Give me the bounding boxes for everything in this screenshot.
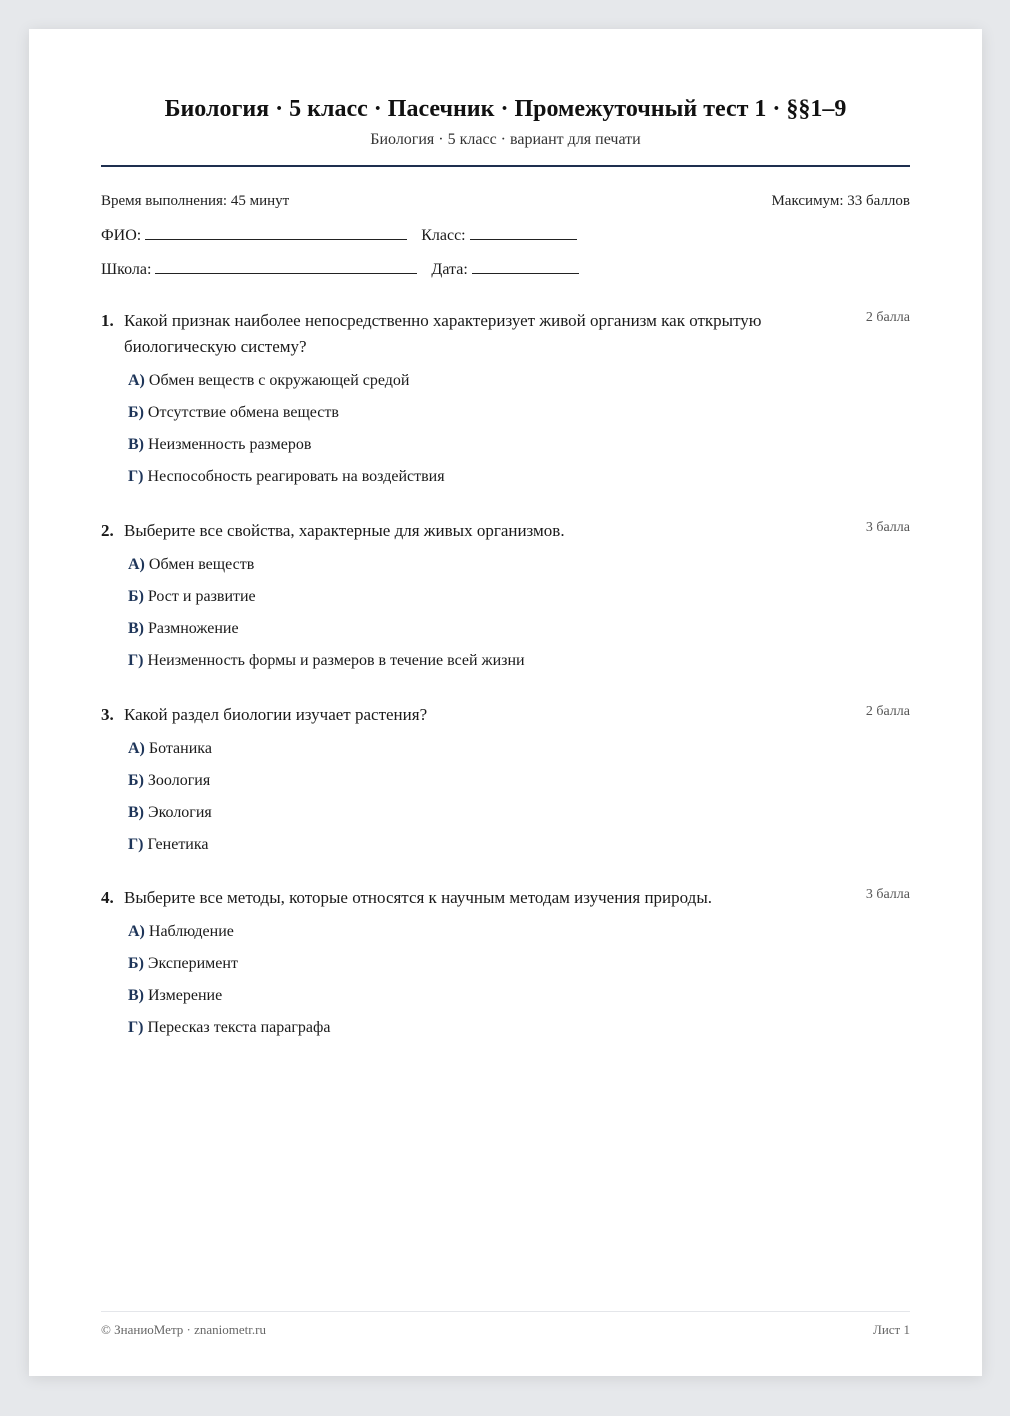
- option-text: Генетика: [147, 836, 209, 853]
- answer-option[interactable]: [128, 402, 910, 434]
- question-text: Какой раздел биологии изучает растения?: [124, 705, 428, 724]
- question-points: 2 балла: [865, 310, 910, 325]
- answer-options: [101, 370, 910, 498]
- question-points: 3 балла: [865, 520, 910, 535]
- option-text: Зоология: [147, 772, 211, 789]
- footer-copyright: © ЗнаниоМетр · znaniometr.ru: [101, 1322, 266, 1337]
- answer-option[interactable]: [128, 770, 910, 802]
- option-letter: В): [128, 436, 144, 453]
- question-text: Выберите все методы, которые относятся к научным методам изучения природы.: [124, 888, 712, 907]
- option-letter: А): [128, 740, 145, 757]
- answer-option[interactable]: [128, 921, 910, 953]
- question: [101, 308, 910, 498]
- date-blank[interactable]: [472, 259, 579, 274]
- fio-blank[interactable]: [145, 225, 407, 240]
- answer-option[interactable]: [128, 1017, 910, 1049]
- answer-option[interactable]: [128, 618, 910, 650]
- answer-option[interactable]: [128, 738, 910, 770]
- option-letter: Б): [128, 772, 144, 789]
- option-text: Эксперимент: [147, 955, 238, 972]
- fio-label: ФИО:: [101, 227, 142, 244]
- option-letter: В): [128, 620, 144, 637]
- option-text: Измерение: [148, 987, 223, 1004]
- question-number: 4.: [101, 888, 114, 907]
- class-label: Класс:: [421, 227, 466, 244]
- school-label: Школа:: [101, 261, 152, 278]
- option-letter: А): [128, 372, 145, 389]
- sheet-content: [101, 29, 910, 1376]
- test-sheet: [29, 29, 982, 1376]
- answer-option[interactable]: [128, 466, 910, 498]
- option-text: Размножение: [148, 620, 239, 637]
- option-letter: А): [128, 556, 145, 573]
- answer-option[interactable]: [128, 434, 910, 466]
- footer-divider: [101, 1311, 910, 1312]
- option-letter: Г): [128, 652, 144, 669]
- answer-option[interactable]: [128, 586, 910, 618]
- answer-options: [101, 554, 910, 682]
- option-letter: Г): [128, 468, 144, 485]
- question-points: 3 балла: [865, 887, 910, 902]
- option-text: Неизменность формы и размеров в течение всей жизни: [147, 652, 525, 669]
- option-letter: Б): [128, 404, 144, 421]
- school-date-row: [101, 259, 579, 280]
- answer-options: [101, 738, 910, 866]
- option-letter: А): [128, 923, 145, 940]
- question: [101, 518, 910, 682]
- name-class-row: [101, 225, 577, 246]
- header-divider: [101, 165, 910, 167]
- question-header: [101, 518, 910, 544]
- test-meta: [101, 191, 910, 211]
- option-letter: Б): [128, 588, 144, 605]
- page-footer: [101, 1321, 910, 1339]
- option-letter: Б): [128, 955, 144, 972]
- answer-option[interactable]: [128, 650, 910, 682]
- option-text: Экология: [148, 804, 212, 821]
- option-text: Отсутствие обмена веществ: [147, 404, 339, 421]
- option-text: Неизменность размеров: [148, 436, 312, 453]
- answer-option[interactable]: [128, 834, 910, 866]
- page-number: Лист 1: [873, 1322, 910, 1337]
- page-title: Биология · 5 класс · Пасечник · Промежуточный тест 1 · §§1–9: [164, 96, 847, 122]
- option-text: Рост и развитие: [147, 588, 256, 605]
- option-letter: Г): [128, 1019, 144, 1036]
- option-text: Обмен веществ с окружающей средой: [148, 372, 410, 389]
- question-header: [101, 308, 910, 360]
- question-text: Какой признак наиболее непосредственно характеризует живой организм как открытую биологическую систему?: [124, 311, 762, 356]
- answer-option[interactable]: [128, 554, 910, 586]
- time-limit: Время выполнения: 45 минут: [101, 193, 290, 209]
- date-label: Дата:: [431, 261, 468, 278]
- question: [101, 885, 910, 1049]
- question-header: [101, 885, 910, 911]
- question-header: [101, 702, 910, 728]
- answer-options: [101, 921, 910, 1049]
- option-text: Обмен веществ: [148, 556, 255, 573]
- answer-option[interactable]: [128, 953, 910, 985]
- question-text: Выберите все свойства, характерные для живых организмов.: [124, 521, 565, 540]
- option-letter: В): [128, 987, 144, 1004]
- option-text: Наблюдение: [148, 923, 234, 940]
- question-number: 3.: [101, 705, 114, 724]
- option-letter: Г): [128, 836, 144, 853]
- page-subtitle: Биология · 5 класс · вариант для печати: [370, 131, 641, 148]
- answer-option[interactable]: [128, 370, 910, 402]
- question-points: 2 балла: [865, 704, 910, 719]
- max-score: Максимум: 33 баллов: [771, 193, 910, 209]
- answer-option[interactable]: [128, 802, 910, 834]
- question-number: 2.: [101, 521, 114, 540]
- school-blank[interactable]: [155, 259, 417, 274]
- option-text: Пересказ текста параграфа: [147, 1019, 331, 1036]
- option-text: Неспособность реагировать на воздействия: [147, 468, 445, 485]
- question-number: 1.: [101, 311, 114, 330]
- question: [101, 702, 910, 866]
- answer-option[interactable]: [128, 985, 910, 1017]
- option-text: Ботаника: [148, 740, 212, 757]
- class-blank[interactable]: [470, 225, 577, 240]
- option-letter: В): [128, 804, 144, 821]
